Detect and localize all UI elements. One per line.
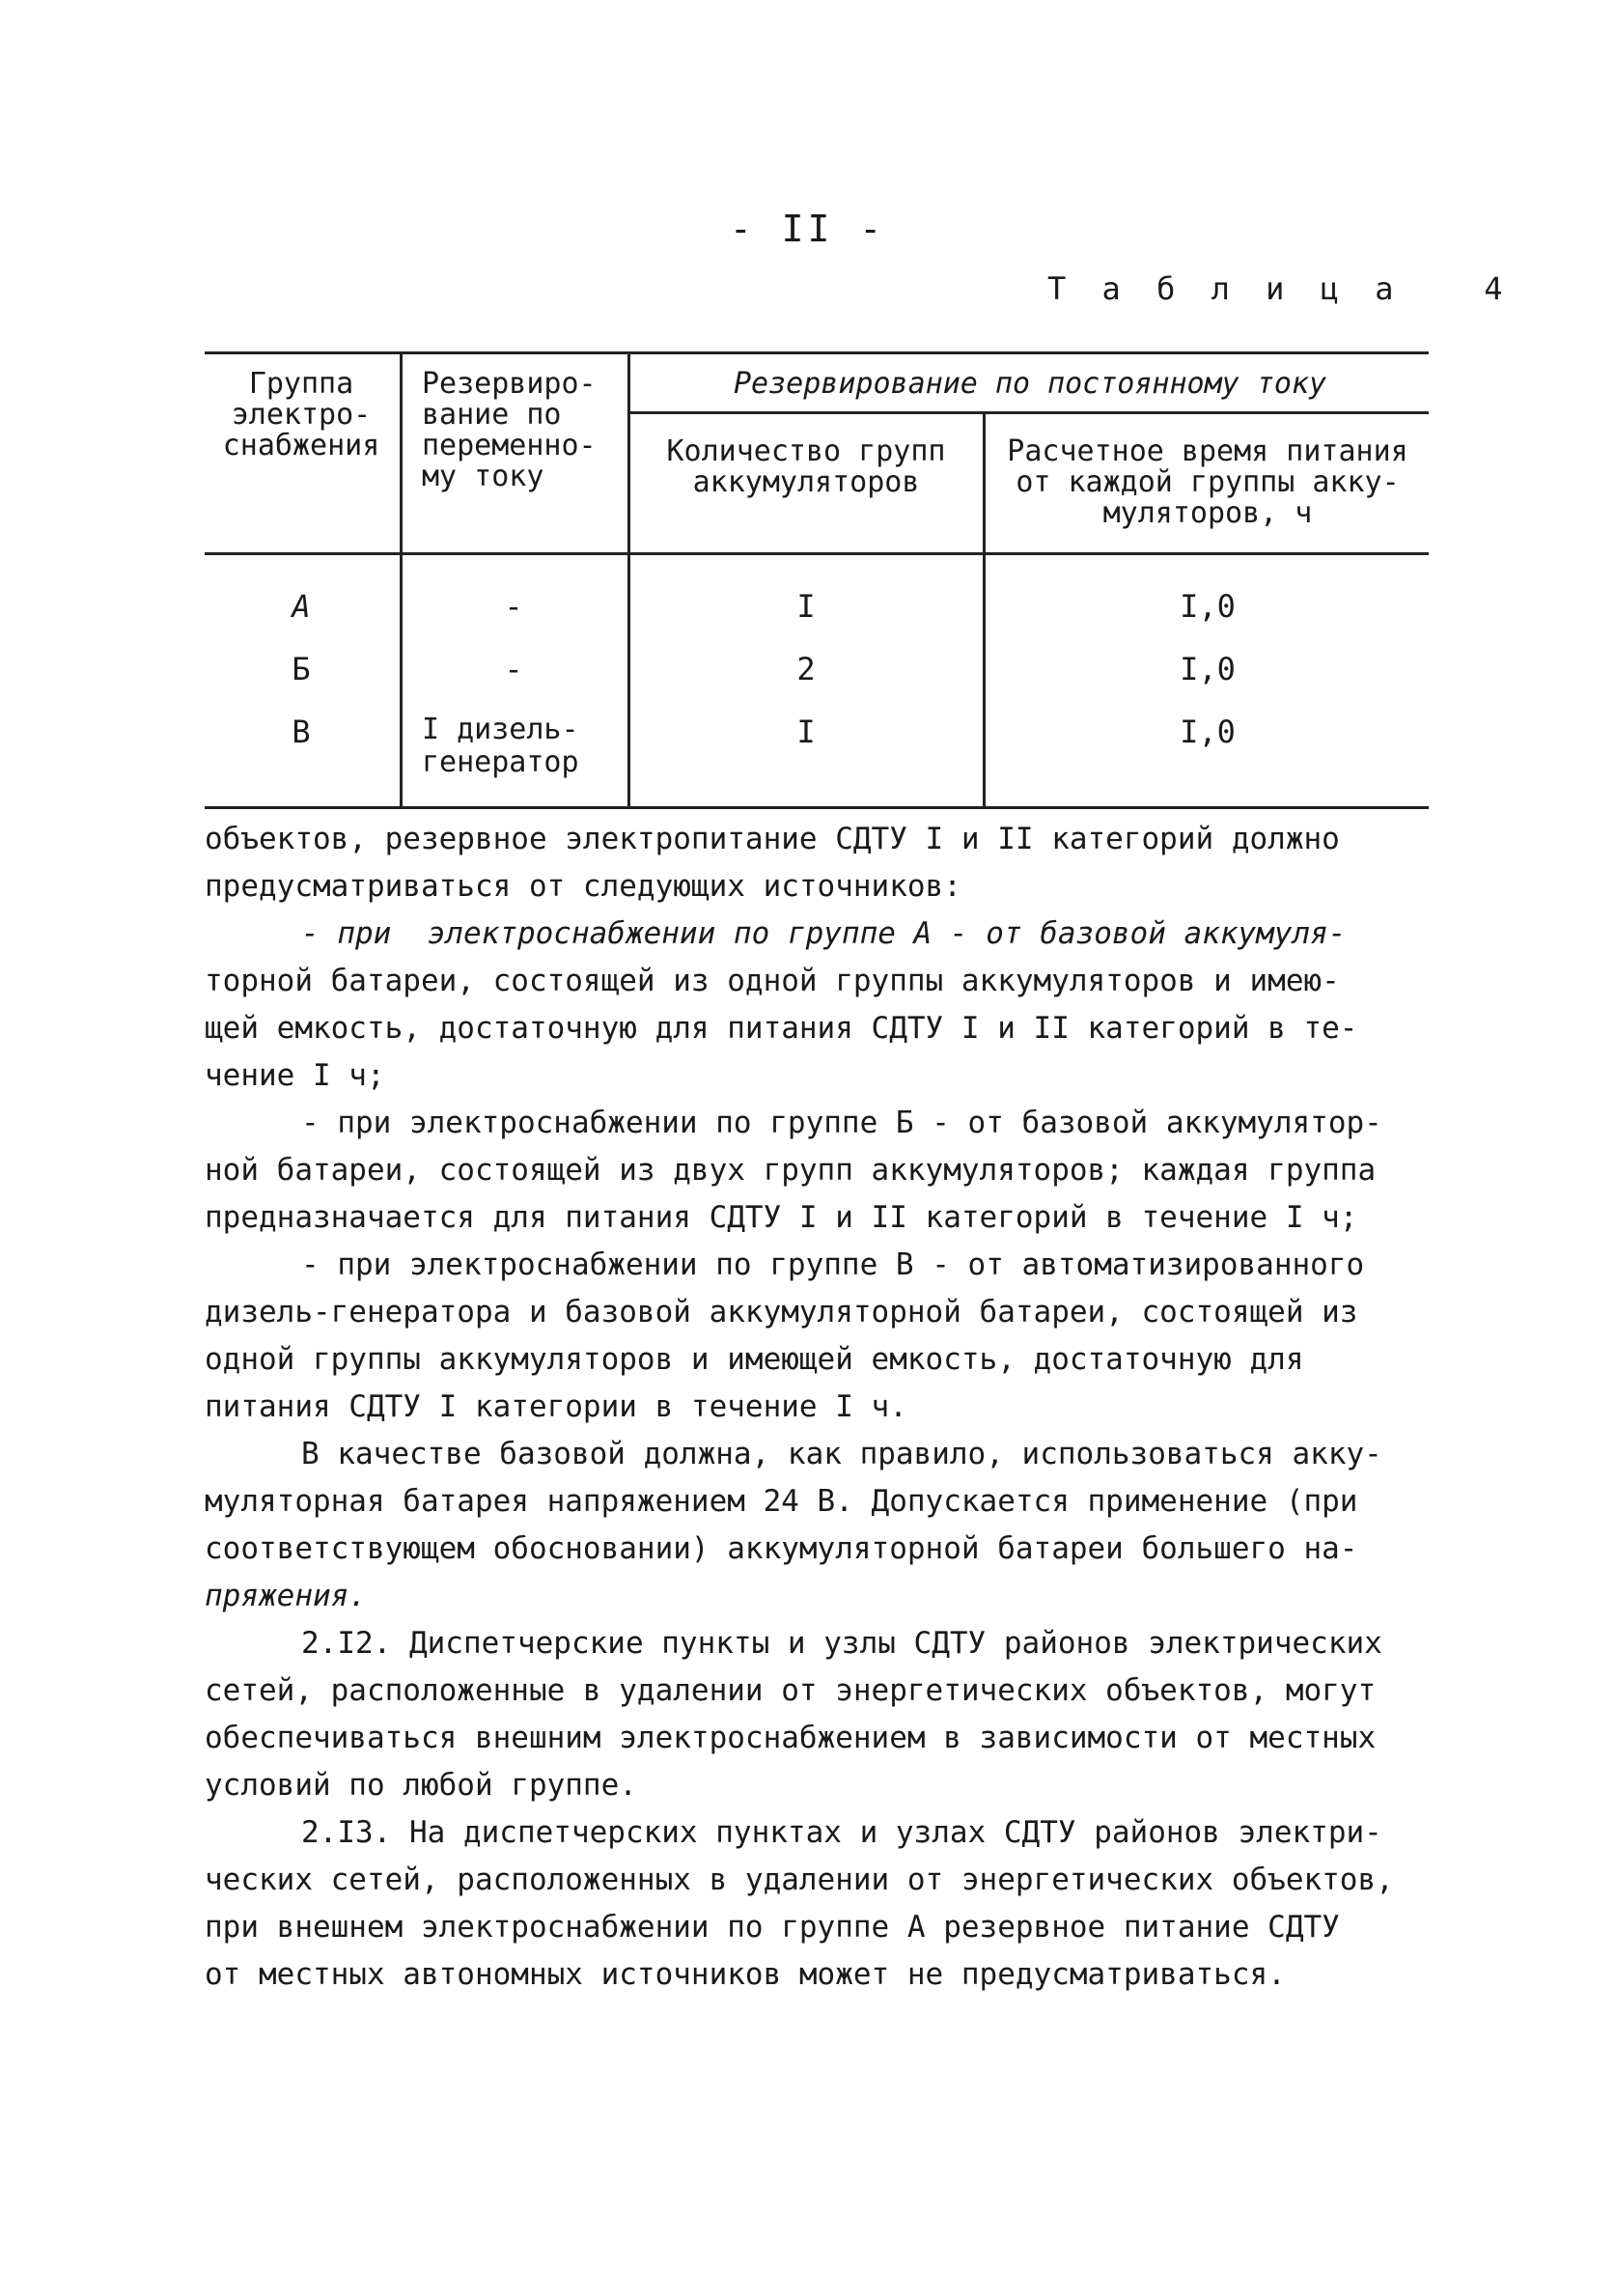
data-table bbox=[205, 351, 1429, 809]
row-1-ac: - bbox=[504, 588, 523, 625]
row-1-group: А bbox=[292, 588, 311, 625]
body-line: предусматриваться от следующих источников: bbox=[205, 869, 961, 904]
body-line: чение I ч; bbox=[205, 1058, 385, 1093]
body-line: ческих сетей, расположенных в удалении от энергетических объектов, bbox=[205, 1862, 1394, 1897]
row-3-group: В bbox=[292, 714, 311, 750]
row-3-ac: I дизель- генератор bbox=[422, 713, 579, 779]
row-1-runtime: I,0 bbox=[1180, 588, 1236, 625]
table-caption: Т а б л и ц а 4 bbox=[1047, 270, 1512, 307]
body-line: питания СДТУ I категории в течение I ч. bbox=[205, 1389, 907, 1424]
row-1-battery-groups: I bbox=[796, 588, 816, 625]
table-col-divider-2 bbox=[627, 351, 630, 809]
row-2-battery-groups: 2 bbox=[796, 651, 816, 687]
body-line: пряжения. bbox=[205, 1579, 367, 1613]
body-line: В качестве базовой должна, как правило, использоваться акку- bbox=[301, 1437, 1382, 1471]
table-subheader-rule bbox=[627, 411, 1429, 414]
body-line: - при электроснабжении по группе А - от базовой аккумуля- bbox=[301, 916, 1347, 951]
row-2-runtime: I,0 bbox=[1180, 651, 1236, 687]
body-line: соответствующем обосновании) аккумуляторной батареи большего на- bbox=[205, 1531, 1358, 1566]
body-line: 2.I3. На диспетчерских пунктах и узлах СДТУ районов электри- bbox=[301, 1815, 1382, 1850]
body-line: - при электроснабжении по группе В - от автоматизированного bbox=[301, 1247, 1365, 1282]
table-bottom-rule bbox=[205, 806, 1429, 809]
body-line: объектов, резервное электропитание СДТУ I и II категорий должно bbox=[205, 822, 1340, 856]
body-line: одной группы аккумуляторов и имеющей емкость, достаточную для bbox=[205, 1342, 1304, 1377]
body-line: щей емкость, достаточную для питания СДТУ I и II категорий в те- bbox=[205, 1011, 1358, 1046]
row-2-group: Б bbox=[292, 651, 311, 687]
header-dc-reserve: Резервирование по постоянному току bbox=[733, 367, 1327, 401]
row-3-battery-groups: I bbox=[796, 714, 816, 750]
body-line: предназначается для питания СДТУ I и II категорий в течение I ч; bbox=[205, 1200, 1358, 1235]
table-header-rule bbox=[205, 552, 1429, 555]
row-3-runtime: I,0 bbox=[1180, 714, 1236, 750]
header-ac-reserve: Резервиро- вание по переменно- му току bbox=[422, 367, 597, 493]
table-col-divider-1 bbox=[400, 351, 403, 809]
body-line: дизель-генератора и базовой аккумуляторной батареи, состоящей из bbox=[205, 1295, 1358, 1330]
body-line: обеспечиваться внешним электроснабжением в зависимости от местных bbox=[205, 1721, 1377, 1755]
table-col-divider-3 bbox=[983, 411, 986, 809]
body-line: торной батареи, состоящей из одной группы аккумуляторов и имею- bbox=[205, 964, 1340, 998]
body-line: условий по любой группе. bbox=[205, 1768, 637, 1803]
body-line: сетей, расположенные в удалении от энергетических объектов, могут bbox=[205, 1673, 1377, 1708]
header-group: Группа электро- снабжения bbox=[222, 367, 380, 462]
table-top-rule bbox=[205, 351, 1429, 354]
body-line: ной батареи, состоящей из двух групп аккумуляторов; каждая группа bbox=[205, 1153, 1377, 1188]
body-line: - при электроснабжении по группе Б - от базовой аккумулятор- bbox=[301, 1106, 1382, 1140]
header-runtime: Расчетное время питания от каждой группы акку- муляторов, ч bbox=[1007, 434, 1408, 530]
page-number: - II - bbox=[729, 208, 886, 250]
body-line: муляторная батарея напряжением 24 В. Допускается применение (при bbox=[205, 1484, 1358, 1519]
body-line: от местных автономных источников может не предусматриваться. bbox=[205, 1957, 1286, 1992]
body-line: 2.I2. Диспетчерские пункты и узлы СДТУ районов электрических bbox=[301, 1626, 1382, 1661]
body-line: при внешнем электроснабжении по группе А резервное питание СДТУ bbox=[205, 1910, 1340, 1945]
header-battery-groups: Количество групп аккумуляторов bbox=[666, 434, 946, 499]
row-2-ac: - bbox=[504, 651, 523, 687]
body-text bbox=[205, 816, 1450, 1999]
